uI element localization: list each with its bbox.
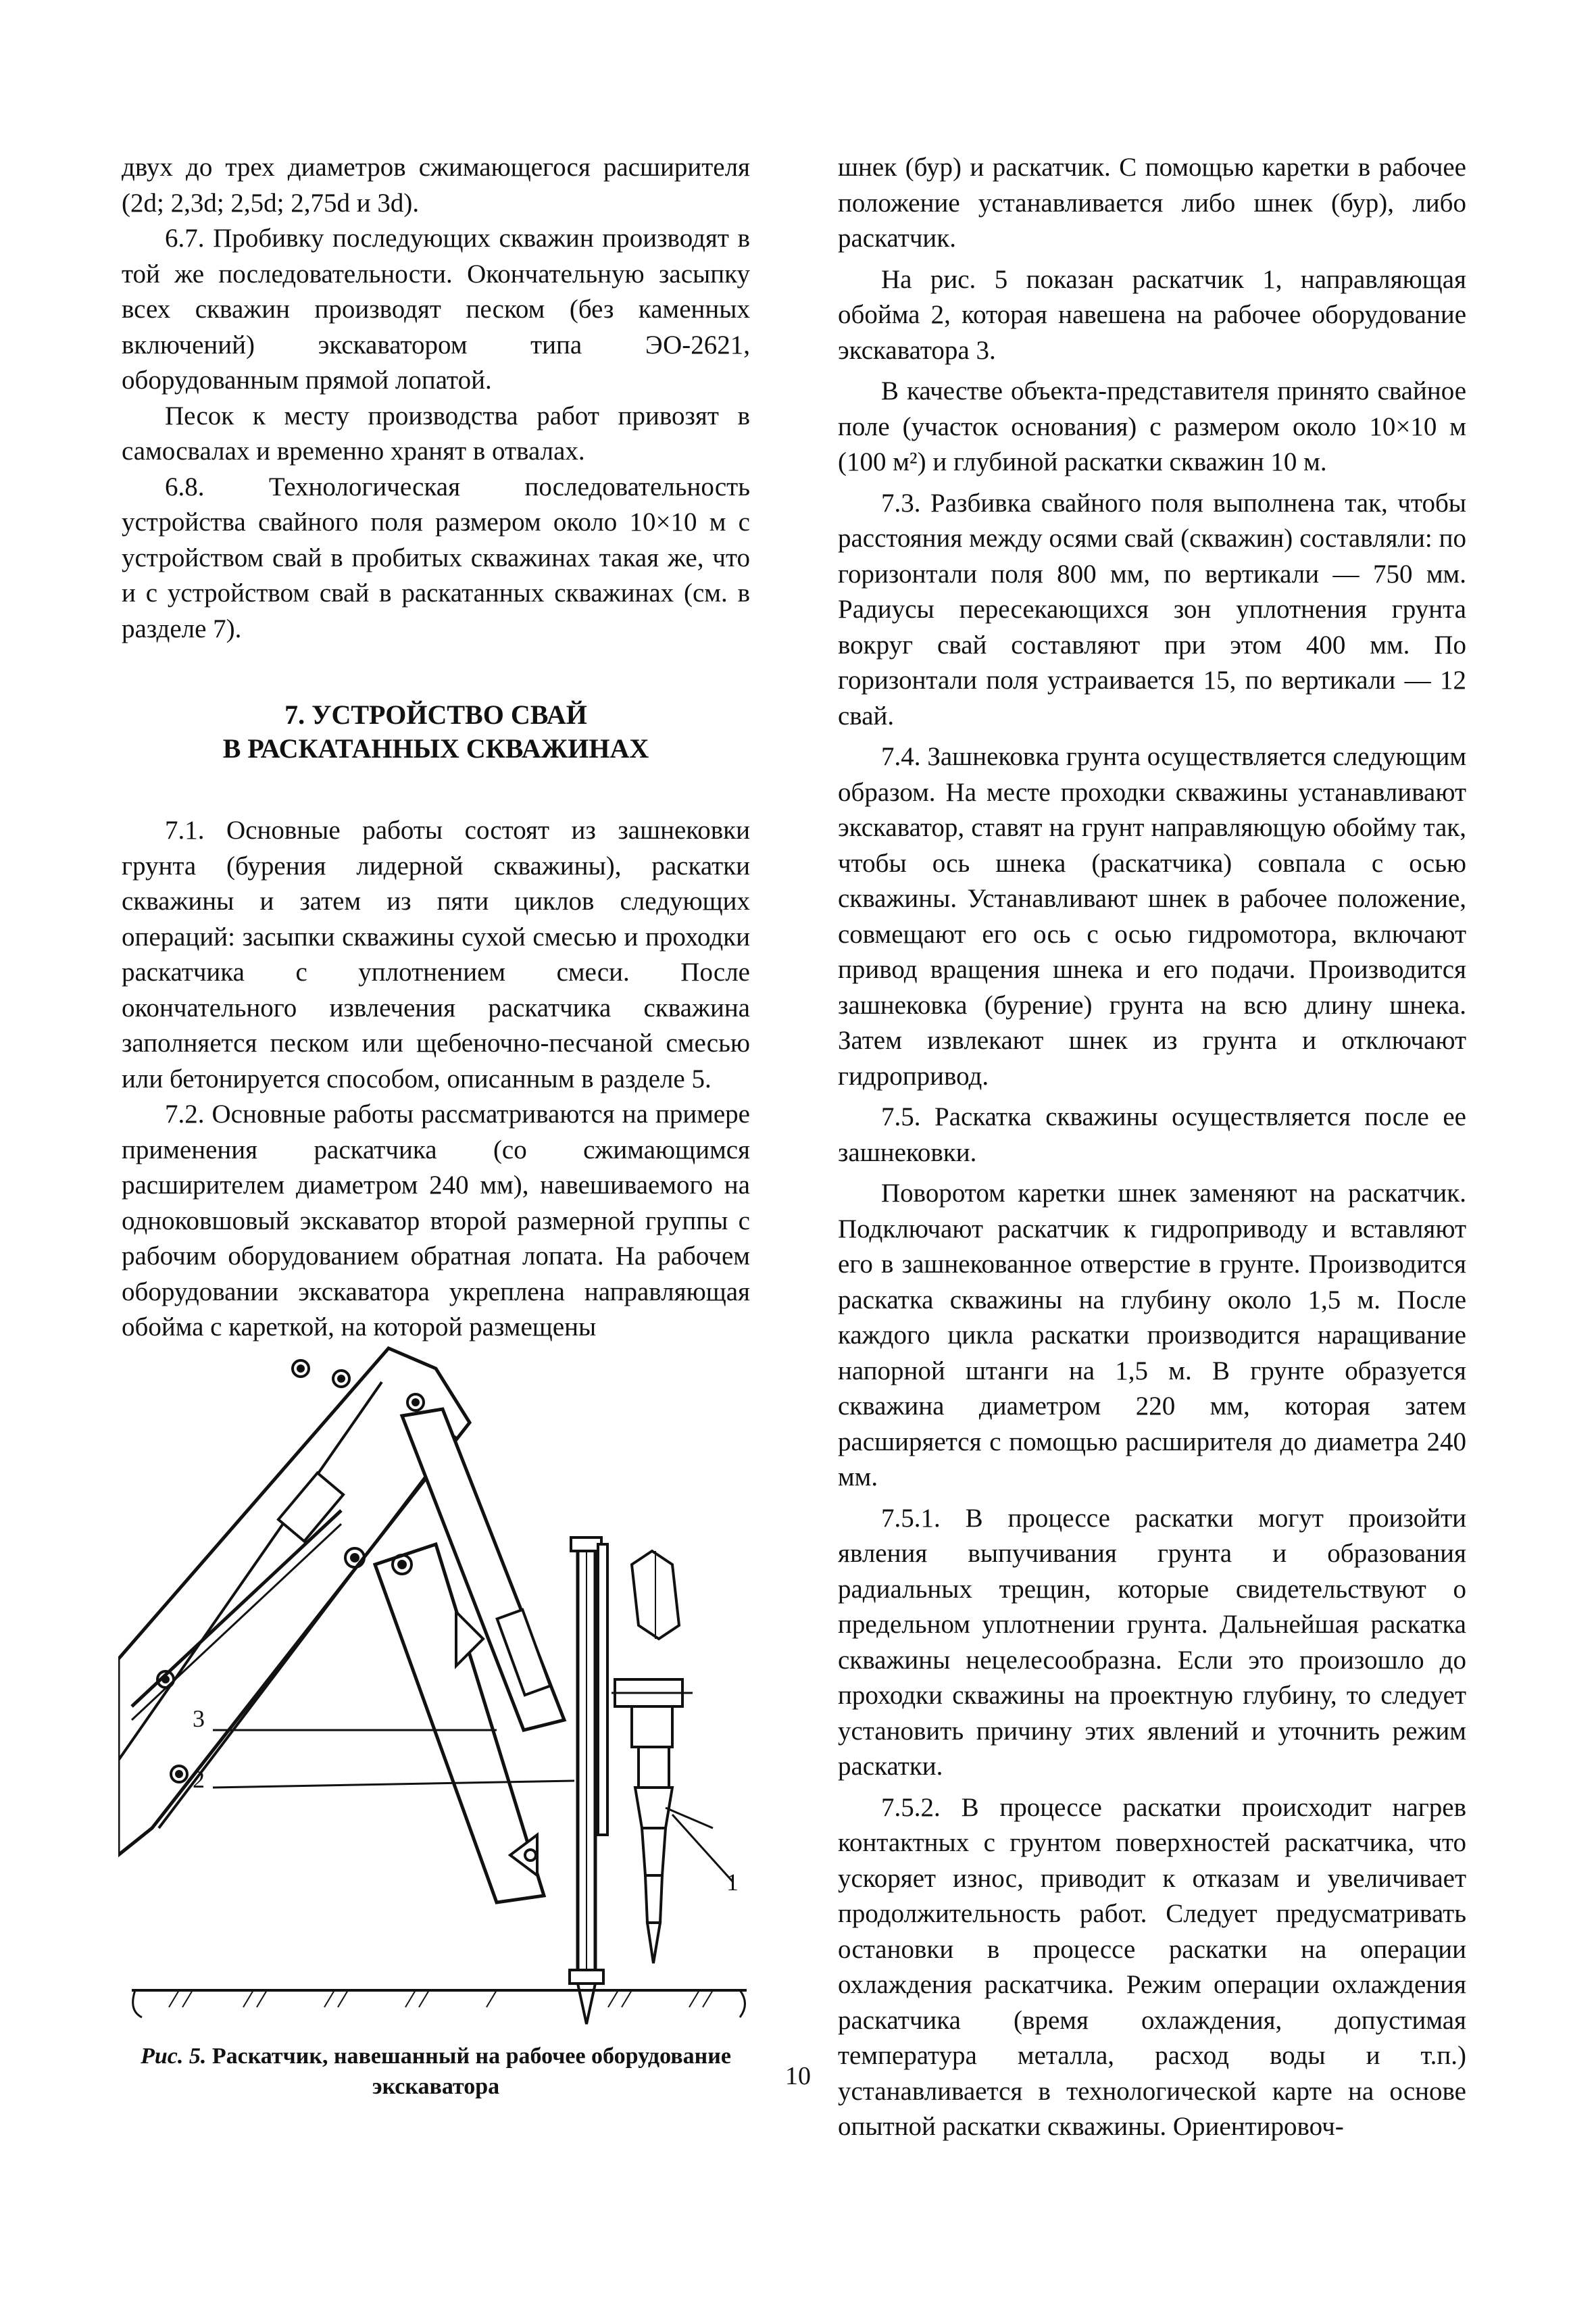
paragraph: 6.7. Пробивку последующих скважин производят в той же последовательности. Окончательную засыпку всех скважин производят песком (без каменных включений) экскаватором типа ЭО-2621, оборудованным прямой лопатой. [122,224,750,395]
page-number: 10 [785,2062,811,2090]
paragraph: В качестве объекта-представителя принято свайное поле (участок основания) с размером около 10×10 м (100 м²) и глубиной раскатки скважин 10 м. [838,376,1466,476]
caption-text: Раскатчик, навешанный на рабочее оборудование экскаватора [211,2044,731,2099]
figure-ref: Рис. 5. [141,2044,207,2069]
heading-line: 7. УСТРОЙСТВО СВАЙ [284,699,587,730]
right-column [838,150,1466,2145]
paragraph: 7.5.1. В процессе раскатки могут произойти явления выпучивания грунта и образования радиальных трещин, которые свидетельствуют о предельном уплотнении грунта. Дальнейшая раскатка скважины нецелесообразна. Если это произошло до проходки скважины на проектную глубину, то следует установить причину этих явлений и уточнить режим раскатки. [838,1503,1466,1781]
paragraph: 7.1. Основные работы состоят из зашнековки грунта (бурения лидерной скважины), раскатки скважины и затем из пяти циклов следующих операций: засыпки скважины сухой смесью и проходки раскатчика с уплотнением смеси. После окончательного извлечения раскатчика скважина заполняется песком или щебеночно-песчаной смесью или бетонируется способом, описанным в разделе 5. [122,816,750,1093]
paragraph: шнек (бур) и раскатчик. С помощью каретки в рабочее положение устанавливается либо шнек (бур), либо раскатчик. [838,153,1466,253]
paragraph: Песок к месту производства работ привозят в самосвалах и временно хранят в отвалах. [122,401,750,466]
guide-frame [570,1537,607,2024]
ground-line [132,1990,747,2017]
roller-tool [612,1551,693,1963]
paragraph: двух до трех диаметров сжимающегося расширителя (2d; 2,3d; 2,5d; 2,75d и 3d). [122,153,750,218]
paragraph: 6.8. Технологическая последовательность устройства свайного поля размером около 10×10 м с устройством свай в пробитых скважинах такая же, что и с устройством свай в раскатанных скважинах (см. в разделе 7). [122,472,750,643]
paragraph: 7.5. Раскатка скважины осуществляется после ее зашнековки. [838,1102,1466,1167]
heading-line: В РАСКАТАННЫХ СКВАЖИНАХ [222,733,649,764]
label-1: 1 [726,1869,739,1896]
paragraph: Поворотом каретки шнек заменяют на раскатчик. Подключают раскатчик к гидроприводу и вставляют его в зашнекованное отверстие в грунте. Производится раскатка скважины на глубину около 1,5 м. После каждого цикла раскатки производится наращивание напорной штанги на 1,5 м. В грунте образуется скважина диаметром 220 мм, которая затем расширяется с помощью расширителя до диаметра 240 мм. [838,1179,1466,1492]
paragraph: На рис. 5 показан раскатчик 1, направляющая обойма 2, которая навешена на рабочее оборудование экскаватора 3. [838,264,1466,365]
paragraph: 7.4. Зашнековка грунта осуществляется следующим образом. На месте проходки скважины устанавливают экскаватор, ставят на грунт направляющую обойму так, чтобы ось шнека (раскатчика) совпала с осью скважины. Устанавливают шнек в рабочее положение, совмещают его ось с осью гидромотора, включают привод вращения шнека и его подачи. Производится зашнековка (бурение) грунта на всю длину шнека. Затем извлекают шнек из грунта и отключают гидропривод. [838,742,1466,1091]
label-2: 2 [193,1766,205,1793]
excavator-figure [118,1341,753,2038]
paragraph: 7.5.2. В процессе раскатки происходит нагрев контактных с грунтом поверхностей раскатчика, что ускоряет износ, приводит к отказам и увеличивает продолжительность работ. Следует предусматривать остановки в процессе раскатки на операции охлаждения раскатчика. Режим операции охлаждения раскатчика (время охлаждения, допустимая температура металла, расход воды и т.п.) устанавливается в технологической карте на основе опытной раскатки скважины. Ориентировоч- [838,1792,1466,2141]
paragraph: 7.3. Разбивка свайного поля выполнена так, чтобы расстояния между осями свай (скважин) составляли: по горизонтали поля 800 мм, по вертикали — 750 мм. Радиусы пересекающихся зон уплотнения грунта вокруг свай составляют при этом 400 мм. По горизонтали поля устраивается 15, по вертикали — 12 свай. [838,488,1466,731]
label-3: 3 [193,1705,205,1732]
left-column [122,150,750,1346]
section-heading [122,698,750,766]
paragraph: 7.2. Основные работы рассматриваются на примере применения раскатчика (со сжимающимся расширителем диаметром 240 мм), навешиваемого на одноковшовый экскаватор второй размерной группы с рабочим оборудованием обратная лопата. На рабочем оборудовании экскаватора укреплена направляющая обойма с кареткой, на которой размещены [122,1100,750,1341]
